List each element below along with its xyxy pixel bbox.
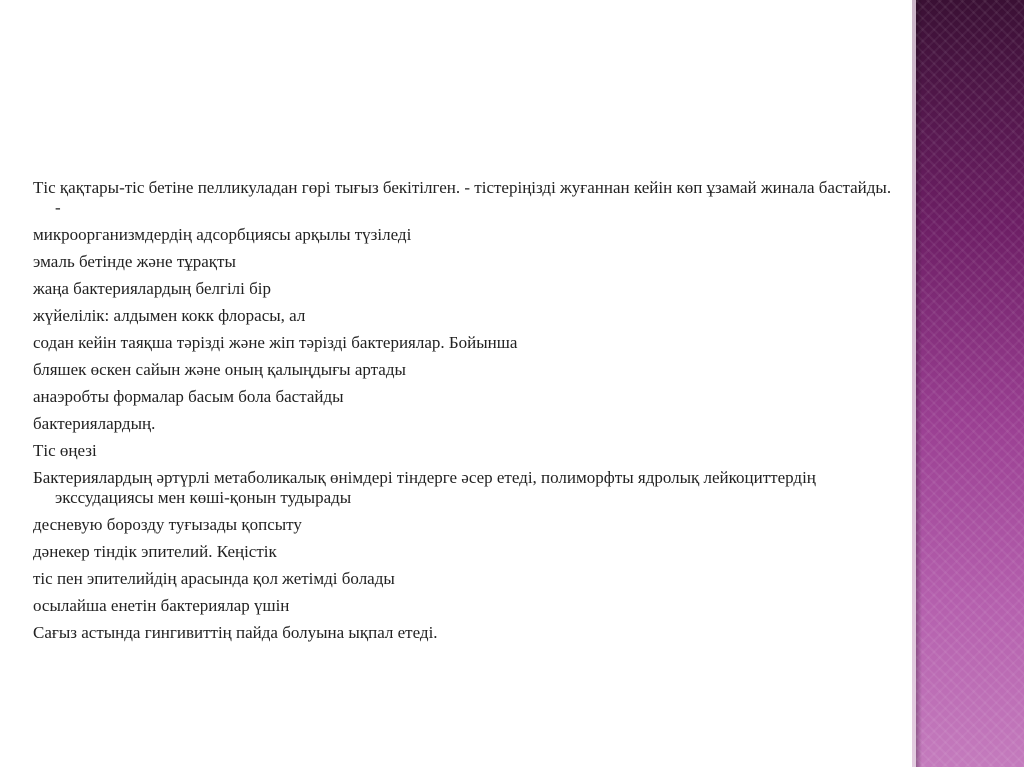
- paragraph-11: Бактериялардың әртүрлі метаболикалық өнімдері тіндерге әсер етеді, полиморфты ядролық лейкоциттердің экссудациясы мен көші-қонын тудырады: [33, 468, 816, 507]
- paragraph-3: эмаль бетінде және тұрақты: [33, 252, 236, 271]
- paragraph-5: жүйелілік: алдымен кокк флорасы, ал: [33, 306, 306, 325]
- paragraph-2: микроорганизмдердің адсорбциясы арқылы түзіледі: [33, 225, 412, 244]
- paragraph-15: осылайша енетін бактериялар үшін: [33, 596, 290, 615]
- paragraph-12: десневую борозду туғызады қопсыту: [33, 515, 302, 534]
- decorative-side-band: [912, 0, 1024, 767]
- paragraph-4: жаңа бактериялардың белгілі бір: [33, 279, 272, 298]
- paragraph-9: бактериялардың.: [33, 414, 156, 433]
- paragraph-14: тіс пен эпителийдің арасында қол жетімді болады: [33, 569, 395, 588]
- paragraph-6: содан кейін таяқша тәрізді және жіп тәрізді бактериялар. Бойынша: [33, 333, 518, 352]
- paragraph-1: Тіс қақтары-тіс бетіне пелликуладан гөрі тығыз бекітілген. - тістеріңізді жуғаннан кейін көп ұзамай жинала бастайды. -: [33, 178, 892, 217]
- paragraph-10: Тіс өңезі: [33, 441, 97, 460]
- paragraph-7: бляшек өскен сайын және оның қалыңдығы артады: [33, 360, 406, 379]
- paragraph-16: Сағыз астында гингивиттің пайда болуына ықпал етеді.: [33, 623, 438, 642]
- slide-text-body: [33, 178, 893, 650]
- paragraph-8: анаэробты формалар басым бола бастайды: [33, 387, 344, 406]
- paragraph-13: дәнекер тіндік эпителий. Кеңістік: [33, 542, 277, 561]
